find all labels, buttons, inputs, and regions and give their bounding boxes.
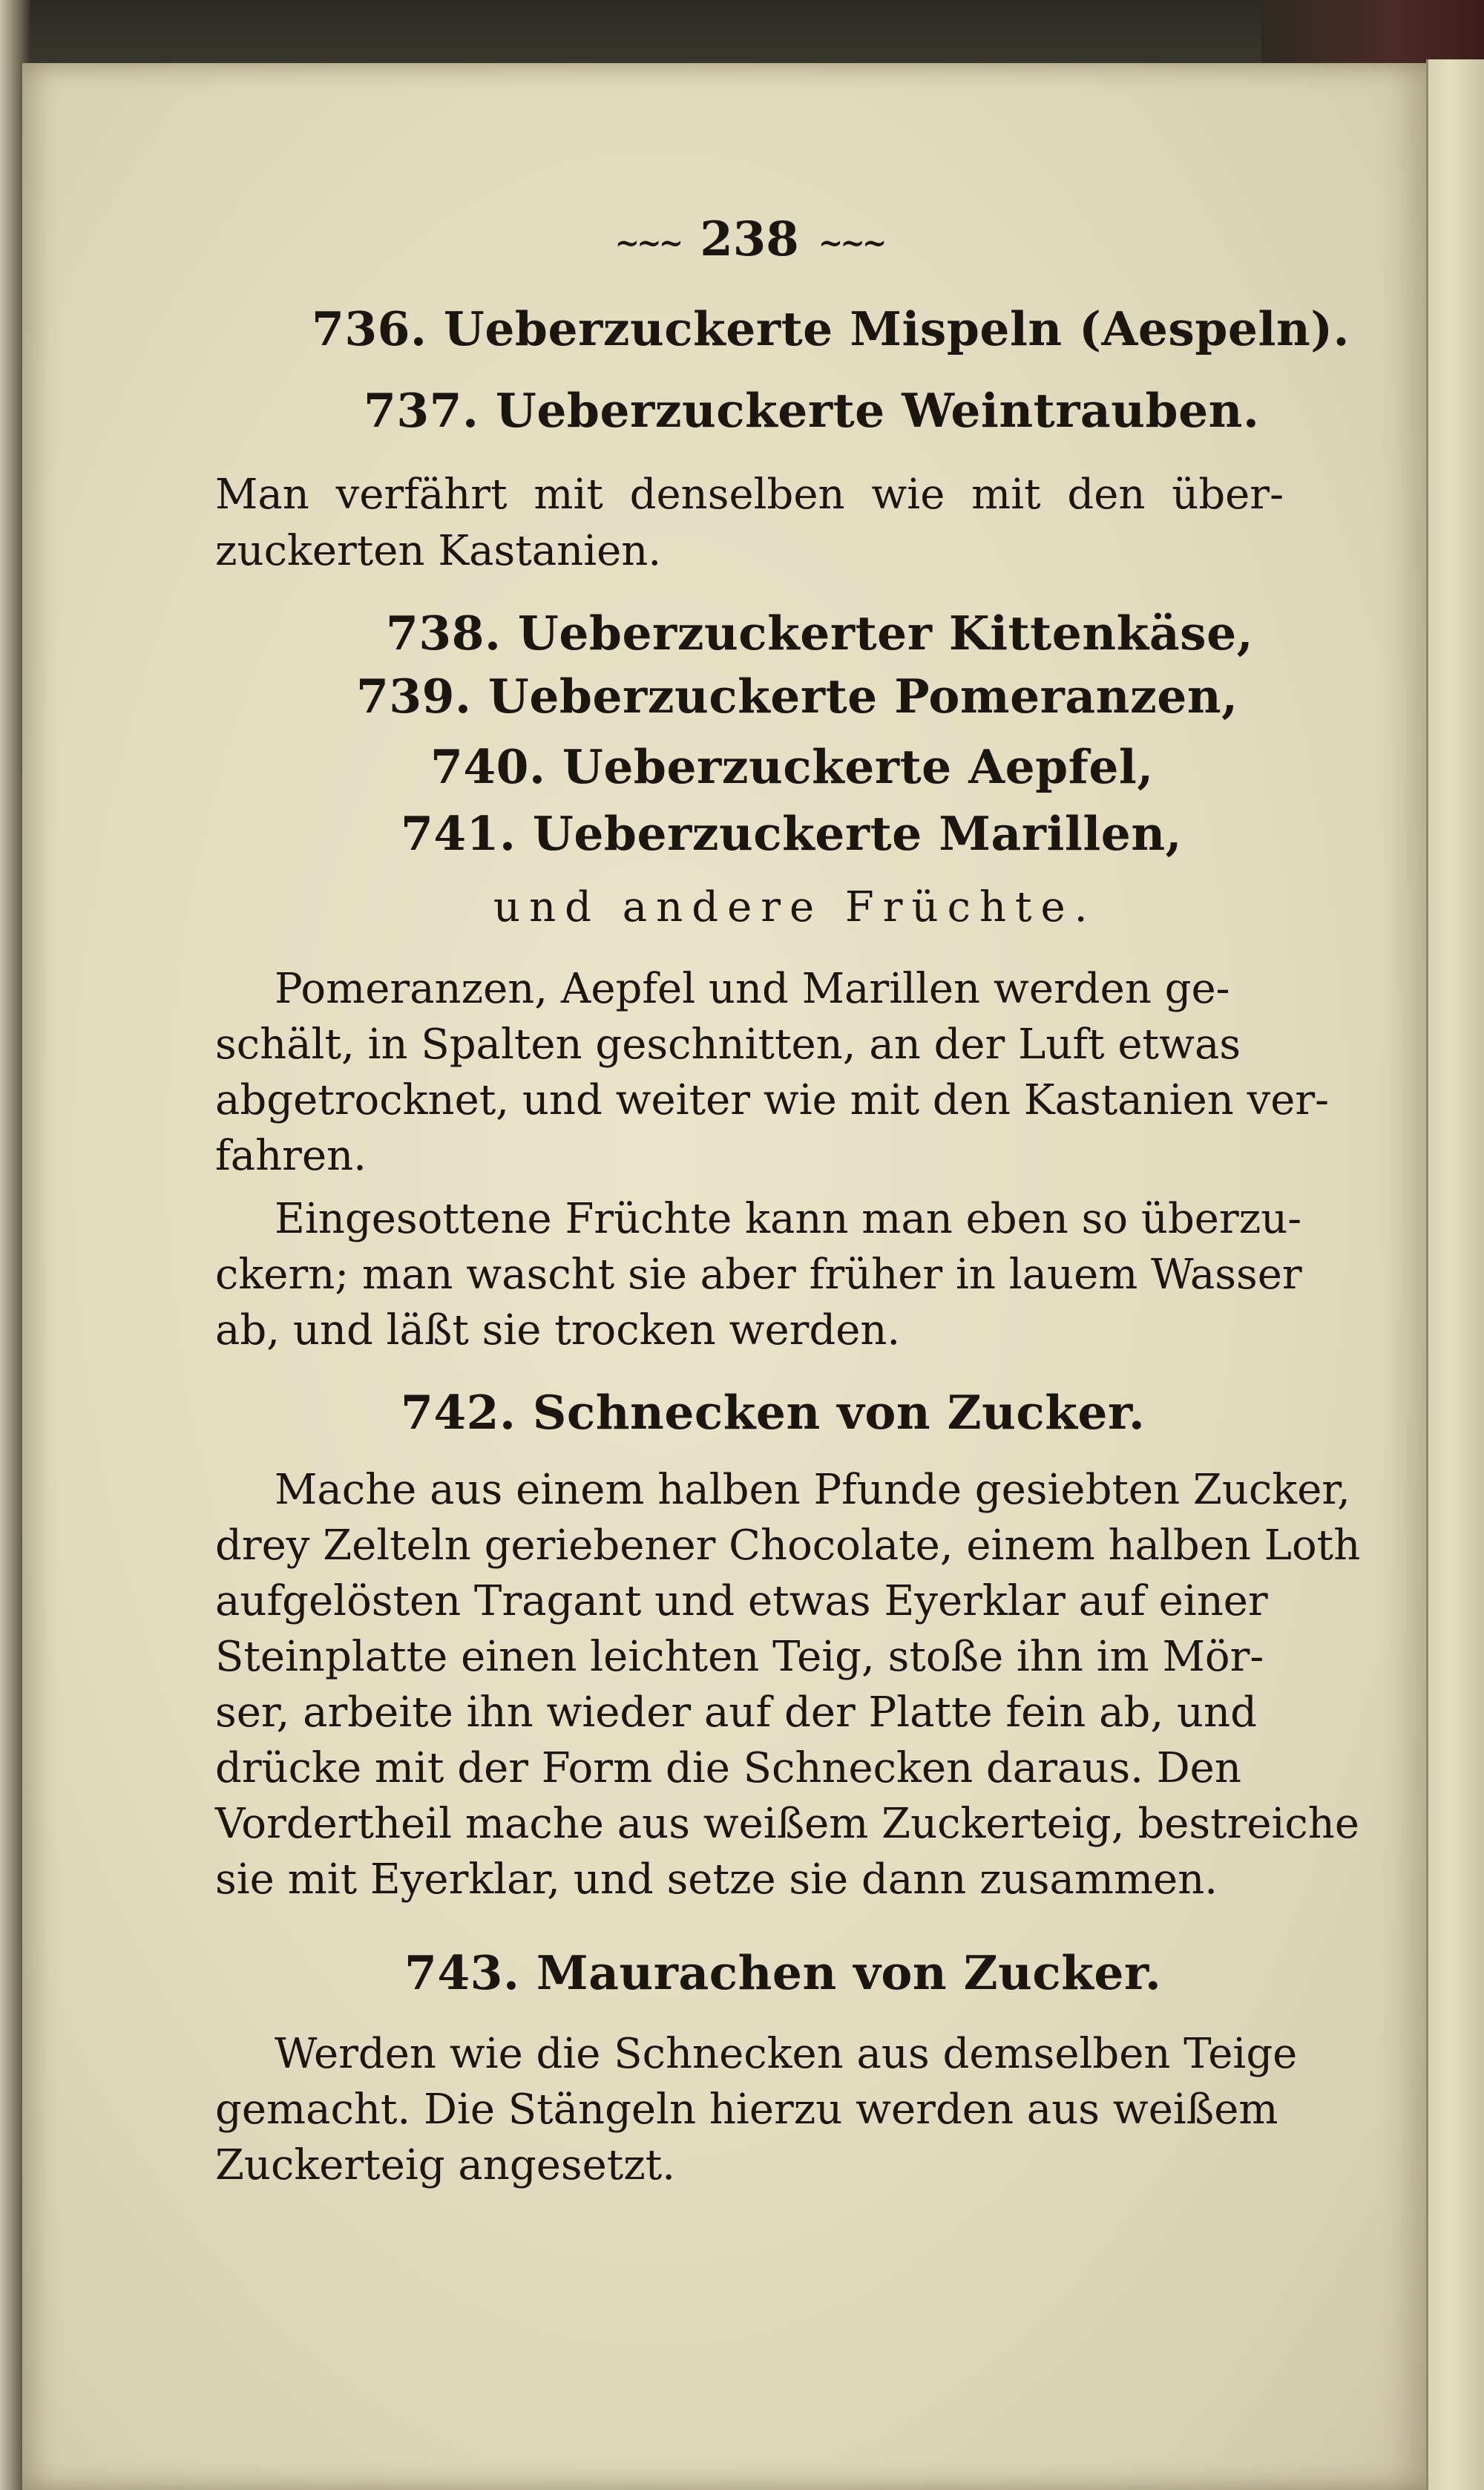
recipe-heading-743: 743. Maurachen von Zucker.: [404, 1945, 1162, 2000]
text-line: sie mit Eyerklar, und setze sie dann zusammen.: [215, 1855, 1218, 1904]
word: über-: [1172, 471, 1284, 519]
recipe-heading-736: 736. Ueberzuckerte Mispeln (Aespeln).: [312, 301, 1350, 356]
text-line: ab, und läßt sie trocken werden.: [215, 1306, 901, 1354]
text-line: drey Zelteln geriebener Chocolate, einem halben Loth: [215, 1521, 1361, 1570]
text-line: Zuckerteig angesetzt.: [215, 2141, 676, 2189]
page-number: 238: [700, 212, 799, 267]
word: Man: [215, 471, 309, 519]
recipe-heading-740: 740. Ueberzuckerte Aepfel,: [430, 739, 1154, 794]
text-line: abgetrocknet, und weiter wie mit den Kastanien ver-: [215, 1076, 1330, 1124]
text-line: Eingesottene Früchte kann man eben so überzu-: [275, 1195, 1302, 1243]
word: mit: [533, 471, 603, 519]
text-line: fahren.: [215, 1132, 367, 1180]
text-line: ser, arbeite ihn wieder auf der Platte fein ab, und: [215, 1688, 1257, 1737]
page-number-header: [594, 212, 905, 267]
text-line: Pomeranzen, Aepfel und Marillen werden ge-: [275, 965, 1230, 1013]
recipe-heading-737: 737. Ueberzuckerte Weintrauben.: [364, 383, 1260, 438]
word: mit: [971, 471, 1041, 519]
recipe-heading-738: 738. Ueberzuckerter Kittenkäse,: [386, 606, 1254, 661]
text-line: ckern; man wascht sie aber früher in lauem Wasser: [215, 1251, 1302, 1299]
text-line: drücke mit der Form die Schnecken daraus. Den: [215, 1744, 1241, 1792]
recipe-heading-741: 741. Ueberzuckerte Marillen,: [401, 806, 1183, 861]
text-line: schält, in Spalten geschnitten, an der Luft etwas: [215, 1020, 1241, 1069]
text-line: gemacht. Die Stängeln hierzu werden aus weißem: [215, 2086, 1278, 2134]
recipe-subheading-741: und andere Früchte.: [493, 883, 1097, 931]
ornament-left: ~~~: [614, 226, 681, 261]
text-line: Werden wie die Schnecken aus demselben Teige: [275, 2030, 1298, 2078]
text-line: Vordertheil mache aus weißem Zuckerteig, bestreiche: [215, 1800, 1359, 1848]
recipe-heading-739: 739. Ueberzuckerte Pomeranzen,: [356, 669, 1238, 724]
recipe-heading-742: 742. Schnecken von Zucker.: [401, 1385, 1146, 1440]
word: den: [1067, 471, 1146, 519]
text-line: [215, 471, 1284, 520]
ornament-right: ~~~: [818, 226, 884, 261]
text-line: Steinplatte einen leichten Teig, stoße ihn im Mör-: [215, 1633, 1264, 1681]
word: denselben: [629, 471, 845, 519]
text-line: Mache aus einem halben Pfunde gesiebten Zucker,: [275, 1466, 1350, 1514]
text-line: aufgelösten Tragant und etwas Eyerklar auf einer: [215, 1577, 1268, 1625]
word: verfährt: [335, 471, 508, 519]
word: wie: [871, 471, 945, 519]
text-line: zuckerten Kastanien.: [215, 527, 662, 575]
book-fore-edge: [1426, 59, 1484, 2490]
